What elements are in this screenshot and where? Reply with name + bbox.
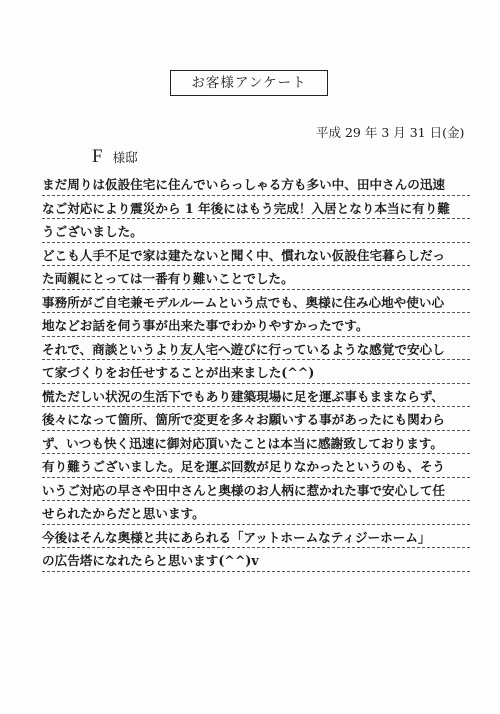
recipient [92,146,138,168]
text-line: いうご対応の早さや田中さんと奥様のお人柄に惹かれた事で安心して任 [42,478,470,502]
text-line: それで、商談というより友人宅へ遊びに行っているような感覚で安心し [42,337,470,361]
text-line: て家づくりをお任せすることが出来ました(^^) [42,360,470,384]
document-title: お客様アンケート [170,70,328,96]
text-line: ず、いつも快く迅速に御対応頂いたことは本当に感謝致しております。 [42,431,470,455]
text-line: うございました。 [42,219,470,243]
text-line: 慌ただしい状況の生活下でもあり建築現場に足を運ぶ事もままならず、 [42,384,470,408]
text-line: どこも人手不足で家は建たないと聞く中、慣れない仮設住宅暮らしだっ [42,243,470,267]
text-line: 今後はそんな奥様と共にあられる「アットホームなティジーホーム」 [42,525,470,549]
survey-response-body [42,172,470,572]
text-line: た両親にとっては一番有り難いことでした。 [42,266,470,290]
text-line: 後々になって箇所、箇所で変更を多々お願いする事があったにも関わら [42,407,470,431]
text-line: 地などお話を伺う事が出来た事でわかりやすかったです。 [42,313,470,337]
text-line: まだ周りは仮設住宅に住んでいらっしゃる方も多い中、田中さんの迅速 [42,172,470,196]
recipient-initial: F [92,146,103,167]
text-line: 有り難うございました。足を運ぶ回数が足りなかったというのも、そう [42,454,470,478]
recipient-honorific: 様邸 [112,150,138,165]
document-date: 平成 29 年 3 月 31 日(金) [316,125,465,140]
text-line: なご対応により震災から 1 年後にはもう完成！入居となり本当に有り難 [42,196,470,220]
text-line: せられたからだと思います。 [42,501,470,525]
text-line: 事務所がご自宅兼モデルルームという点でも、奥様に住み心地や使い心 [42,290,470,314]
text-line: の広告塔になれたらと思います(^^)v [42,548,470,572]
